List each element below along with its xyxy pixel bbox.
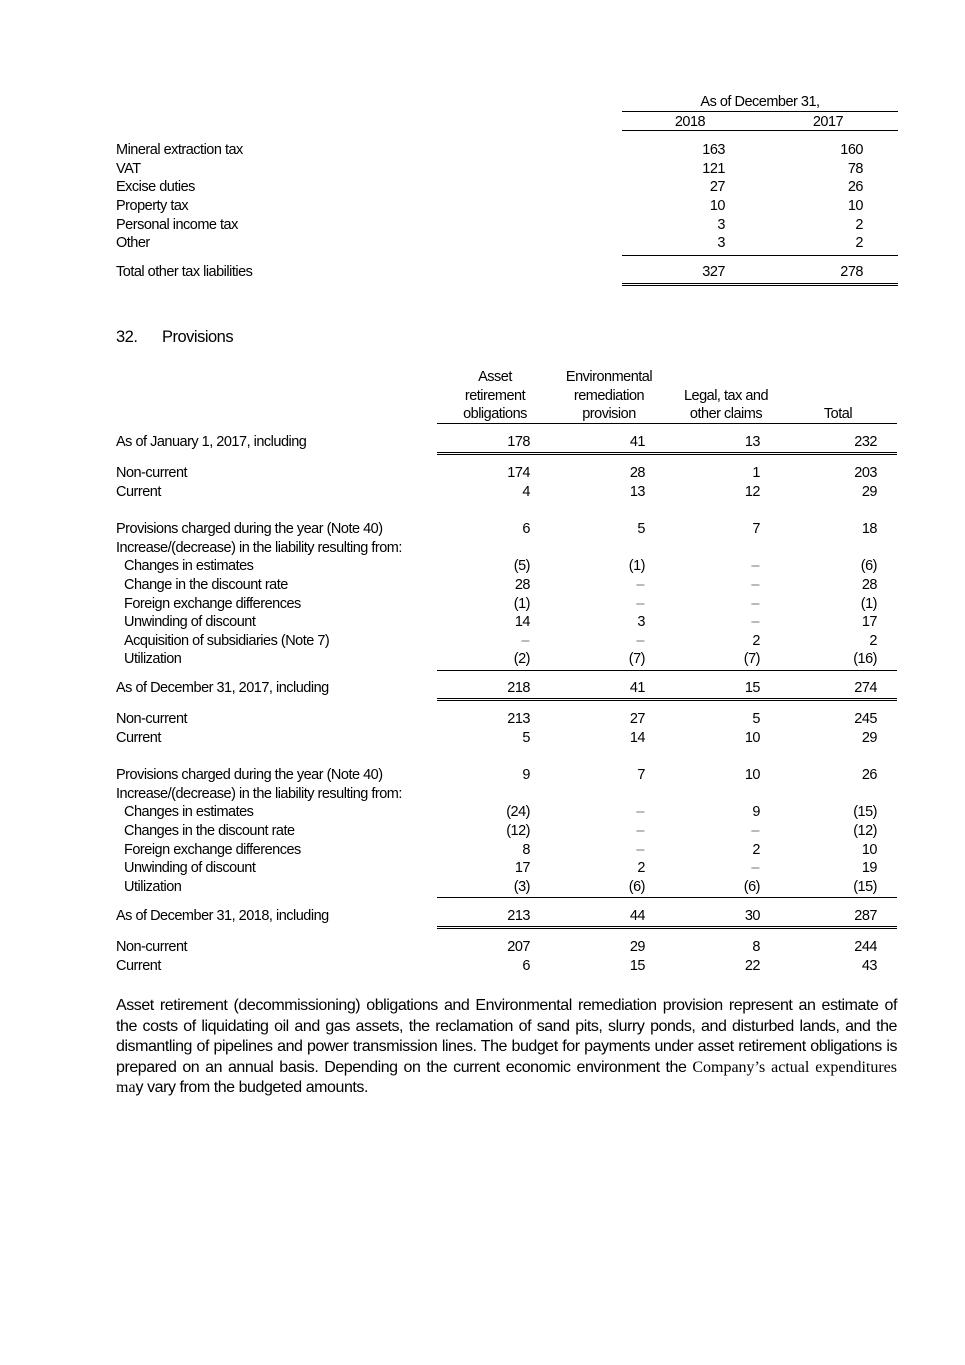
provisions-cell-env: 29 <box>629 939 645 955</box>
paragraph-main: Asset retirement (decommissioning) obligations and Environmental remediation provision represent an estimate of the costs of liquidating oil and gas assets, the reclamation of sand pits, slurry ponds, and disturbed lands, and the dismantling of pipelines and power transmission lines. The budget for payments under asset retirement obligations is prepared on an annual basis. Depending on the current economic environment the <box>116 997 897 1076</box>
balance-double-rule <box>437 452 897 455</box>
tax-row-label: VAT <box>116 161 141 177</box>
provisions-row-label: Provisions charged during the year (Note 40) <box>116 767 383 783</box>
provisions-cell-total: 274 <box>854 680 877 696</box>
provisions-cell-aro: 17 <box>514 860 530 876</box>
provisions-cell-legal: 30 <box>744 908 760 924</box>
header-env-line1: Environmental <box>565 369 653 385</box>
header-legal-line1: Legal, tax and <box>683 388 769 404</box>
provisions-row-label: Change in the discount rate <box>124 577 288 593</box>
provisions-cell-total: (6) <box>860 558 877 574</box>
provisions-cell-legal: 15 <box>744 680 760 696</box>
balance-double-rule <box>437 926 897 929</box>
provisions-cell-aro: (3) <box>513 879 530 895</box>
provisions-row-label: Foreign exchange differences <box>124 596 301 612</box>
provisions-cell-env: – <box>636 804 644 820</box>
provisions-cell-total: (12) <box>853 823 877 839</box>
provisions-cell-aro: 5 <box>522 730 530 746</box>
provisions-row-label: Changes in the discount rate <box>124 823 295 839</box>
tax-year-2017: 2017 <box>812 114 844 130</box>
tax-row-label: Other <box>116 235 150 251</box>
tax-row-2018: 121 <box>702 161 725 177</box>
provisions-cell-legal: 9 <box>752 804 760 820</box>
provisions-cell-total: 29 <box>861 484 877 500</box>
provisions-cell-aro: 213 <box>507 908 530 924</box>
provisions-row-label: Increase/(decrease) in the liability resulting from: <box>116 540 402 556</box>
provisions-row-label: Non-current <box>116 465 188 481</box>
provisions-cell-aro: 174 <box>507 465 530 481</box>
tax-row-2018: 3 <box>717 217 725 233</box>
provisions-cell-aro: 218 <box>507 680 530 696</box>
tax-row-2017: 78 <box>847 161 863 177</box>
provisions-cell-total: 19 <box>861 860 877 876</box>
provisions-cell-env: 7 <box>637 767 645 783</box>
tax-row-label: Excise duties <box>116 179 195 195</box>
provisions-row-label: Current <box>116 958 161 974</box>
tax-total-2017: 278 <box>840 264 863 280</box>
provisions-cell-env: 28 <box>629 465 645 481</box>
provisions-row-label: Current <box>116 484 161 500</box>
provisions-row-label: As of December 31, 2018, including <box>116 908 329 924</box>
provisions-cell-legal: 5 <box>752 711 760 727</box>
provisions-cell-env: 14 <box>629 730 645 746</box>
provisions-cell-legal: 10 <box>744 767 760 783</box>
provisions-cell-env: 5 <box>637 521 645 537</box>
tax-row-2017: 2 <box>855 217 863 233</box>
tax-row-label: Mineral extraction tax <box>116 142 243 158</box>
provisions-cell-env: – <box>636 842 644 858</box>
provisions-row-label: Non-current <box>116 939 188 955</box>
provisions-cell-aro: 207 <box>507 939 530 955</box>
provisions-cell-aro: 4 <box>522 484 530 500</box>
header-aro-line2: retirement <box>464 388 526 404</box>
provisions-cell-env: 2 <box>637 860 645 876</box>
provisions-cell-total: 232 <box>854 434 877 450</box>
provisions-cell-total: 17 <box>861 614 877 630</box>
provisions-cell-total: 10 <box>861 842 877 858</box>
provisions-cell-total: (15) <box>853 804 877 820</box>
provisions-cell-total: 203 <box>854 465 877 481</box>
tax-row-2017: 2 <box>855 235 863 251</box>
provisions-cell-legal: 10 <box>744 730 760 746</box>
provisions-row-label: Unwinding of discount <box>124 614 256 630</box>
provisions-cell-legal: (7) <box>743 651 760 667</box>
provisions-cell-env: 15 <box>629 958 645 974</box>
tax-row-2017: 10 <box>847 198 863 214</box>
tax-row-2018: 10 <box>709 198 725 214</box>
provisions-cell-legal: 7 <box>752 521 760 537</box>
provisions-cell-legal: – <box>751 596 759 612</box>
provisions-row-label: As of January 1, 2017, including <box>116 434 307 450</box>
provisions-cell-total: (1) <box>860 596 877 612</box>
provisions-cell-env: (1) <box>628 558 645 574</box>
header-legal-line2: other claims <box>689 406 763 422</box>
provisions-cell-env: 3 <box>637 614 645 630</box>
provisions-cell-env: 41 <box>629 434 645 450</box>
tax-row-2017: 160 <box>840 142 863 158</box>
tax-total-double-rule <box>622 283 898 286</box>
provisions-cell-aro: 28 <box>514 577 530 593</box>
balance-double-rule <box>437 698 897 701</box>
provisions-cell-env: – <box>636 633 644 649</box>
header-aro-line3: obligations <box>463 406 527 422</box>
provisions-row-label: Unwinding of discount <box>124 860 256 876</box>
header-rule <box>437 423 897 424</box>
provisions-row-label: Provisions charged during the year (Note 40) <box>116 521 383 537</box>
provisions-cell-aro: 213 <box>507 711 530 727</box>
provisions-cell-legal: – <box>751 577 759 593</box>
section-number: 32. <box>116 328 138 346</box>
provisions-cell-aro: 9 <box>522 767 530 783</box>
provisions-cell-aro: (24) <box>506 804 530 820</box>
provisions-cell-legal: 2 <box>752 842 760 858</box>
tax-row-label: Personal income tax <box>116 217 238 233</box>
tax-row-label: Property tax <box>116 198 189 214</box>
provisions-cell-legal: – <box>751 558 759 574</box>
provisions-row-label: Increase/(decrease) in the liability resulting from: <box>116 786 402 802</box>
provisions-cell-aro: 6 <box>522 958 530 974</box>
provisions-row-label: Current <box>116 730 161 746</box>
tax-total-2018: 327 <box>702 264 725 280</box>
header-aro-line1: Asset <box>478 369 512 385</box>
provisions-row-label: Utilization <box>124 651 182 667</box>
provisions-cell-aro: (1) <box>513 596 530 612</box>
provisions-cell-env: – <box>636 596 644 612</box>
provisions-cell-legal: 13 <box>744 434 760 450</box>
provisions-row-label: Acquisition of subsidiaries (Note 7) <box>124 633 330 649</box>
header-total: Total <box>823 406 853 422</box>
paragraph-tail: y vary from the budgeted amounts. <box>135 1079 368 1096</box>
provisions-cell-total: 26 <box>861 767 877 783</box>
tax-total-label: Total other tax liabilities <box>116 264 253 280</box>
subtotal-rule <box>437 897 897 898</box>
provisions-cell-legal: – <box>751 860 759 876</box>
provisions-row-label: Changes in estimates <box>124 558 254 574</box>
tax-row-2018: 27 <box>709 179 725 195</box>
provisions-cell-env: (6) <box>628 879 645 895</box>
provisions-cell-total: 245 <box>854 711 877 727</box>
provisions-cell-env: 44 <box>629 908 645 924</box>
provisions-row-label: Foreign exchange differences <box>124 842 301 858</box>
provisions-cell-aro: 14 <box>514 614 530 630</box>
tax-header-group: As of December 31, <box>700 94 820 110</box>
provisions-cell-total: (15) <box>853 879 877 895</box>
tax-year-rule <box>622 130 898 131</box>
provisions-cell-legal: 2 <box>752 633 760 649</box>
provisions-cell-legal: 1 <box>752 465 760 481</box>
provisions-cell-legal: (6) <box>743 879 760 895</box>
provisions-row-label: Changes in estimates <box>124 804 254 820</box>
provisions-cell-aro: 8 <box>522 842 530 858</box>
provisions-cell-legal: 8 <box>752 939 760 955</box>
provisions-cell-env: 27 <box>629 711 645 727</box>
provisions-cell-aro: 178 <box>507 434 530 450</box>
provisions-cell-aro: 6 <box>522 521 530 537</box>
provisions-row-label: As of December 31, 2017, including <box>116 680 329 696</box>
provisions-cell-legal: 22 <box>744 958 760 974</box>
tax-header-rule <box>622 111 898 112</box>
provisions-cell-total: (16) <box>853 651 877 667</box>
provisions-cell-legal: 12 <box>744 484 760 500</box>
provisions-cell-total: 43 <box>861 958 877 974</box>
provisions-cell-legal: – <box>751 823 759 839</box>
tax-row-2017: 26 <box>847 179 863 195</box>
tax-subtotal-rule <box>622 255 898 256</box>
provisions-cell-aro: (5) <box>513 558 530 574</box>
paragraph-serif-part: Company’s actual expenditures ma <box>116 1058 898 1096</box>
provisions-cell-env: 41 <box>629 680 645 696</box>
provisions-cell-total: 244 <box>854 939 877 955</box>
subtotal-rule <box>437 670 897 671</box>
provisions-cell-legal: – <box>751 614 759 630</box>
section-title: Provisions <box>162 328 234 346</box>
tax-year-2018: 2018 <box>674 114 706 130</box>
provisions-cell-aro: (12) <box>506 823 530 839</box>
provisions-cell-total: 29 <box>861 730 877 746</box>
header-env-line3: provision <box>582 406 636 422</box>
provisions-cell-env: – <box>636 823 644 839</box>
provisions-cell-total: 28 <box>861 577 877 593</box>
provisions-note-paragraph <box>116 996 897 1099</box>
provisions-cell-env: 13 <box>629 484 645 500</box>
provisions-cell-env: – <box>636 577 644 593</box>
provisions-cell-total: 2 <box>869 633 877 649</box>
provisions-cell-env: (7) <box>628 651 645 667</box>
provisions-row-label: Non-current <box>116 711 188 727</box>
provisions-cell-aro: (2) <box>513 651 530 667</box>
provisions-cell-aro: – <box>521 633 529 649</box>
provisions-cell-total: 18 <box>861 521 877 537</box>
header-env-line2: remediation <box>573 388 645 404</box>
provisions-row-label: Utilization <box>124 879 182 895</box>
provisions-cell-total: 287 <box>854 908 877 924</box>
tax-row-2018: 163 <box>702 142 725 158</box>
tax-row-2018: 3 <box>717 235 725 251</box>
